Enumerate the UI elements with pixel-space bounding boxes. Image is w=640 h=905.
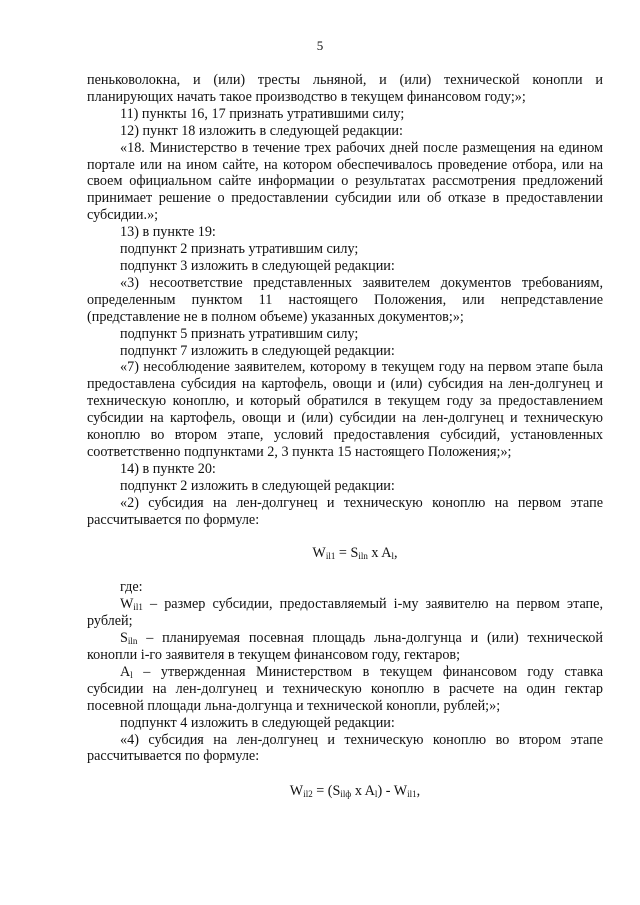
formula-symbol: S: [350, 545, 359, 562]
paragraph: «7) несоблюдение заявителем, которому в текущем году на первом этапе была предоставлена субсидия на картофель, овощи и (или) субсидия на лен-долгунец и техническую коноплю, и который обратился в текущем году за предоставлением субсидии на картофель, овощи и (или) субсидии на лен-долгунец и техническую коноплю во втором этапе, условий предоставления субсидий, установленных соответственно подпунктами 2, 3 пункта 15 настоящего Положения;»;: [87, 359, 603, 460]
formula-subscript: ilф: [340, 789, 352, 800]
page-number: 5: [316, 38, 324, 53]
formula-operator: ,: [394, 545, 398, 562]
definition-subscript: il1: [133, 602, 143, 613]
definition-symbol: S: [120, 630, 128, 647]
paragraph: «3) несоответствие представленных заявителем документов требованиям, определенным пунктом 11 настоящего Положения, или непредставление (представление не в полном объеме) указанных документов;»;: [87, 274, 603, 325]
formula-operator: =: [335, 545, 351, 562]
formula-operator: ) -: [377, 783, 394, 800]
paragraph: пеньковолокна, и (или) тресты льняной, и (или) технической конопли и планирующих начать такое производство в текущем финансовом году;»;: [87, 72, 603, 105]
definition-symbol: A: [120, 663, 131, 680]
definition-text: – утвержденная Министерством в текущем финансовом году ставка субсидии на лен-долгунец и техническую коноплю в расчете на один гектар посевной площади льна-долгунца и технической конопли, рублей;»;: [87, 663, 603, 714]
paragraph: подпункт 2 признать утратившим силу;: [120, 241, 359, 258]
formula-symbol: S: [332, 783, 341, 800]
formula-subscript: il2: [303, 789, 313, 800]
formula-subscript: il1: [407, 789, 417, 800]
definition-symbol: W: [120, 596, 134, 613]
paragraph: подпункт 2 изложить в следующей редакции:: [120, 477, 395, 494]
formula-operator: x: [351, 783, 365, 800]
paragraph: подпункт 5 признать утратившим силу;: [120, 325, 359, 342]
formula-operator: x: [367, 545, 382, 562]
formula-subscript: l: [391, 551, 395, 562]
paragraph: «4) субсидия на лен-долгунец и техническую коноплю во втором этапе рассчитывается по формуле:: [87, 731, 603, 765]
formula-symbol: A: [381, 545, 392, 562]
paragraph: 14) в пункте 20:: [120, 460, 216, 477]
document-body: [87, 72, 603, 800]
definition-text: – планируемая посевная площадь льна-долгунца и (или) технической конопли i-го заявителя в текущем финансовом году, гектаров;: [87, 630, 603, 663]
paragraph: подпункт 7 изложить в следующей редакции:: [120, 342, 395, 359]
definition-a: [87, 664, 603, 715]
formula-symbol: W: [393, 783, 408, 800]
formula-subscript: l: [374, 789, 378, 800]
definition-subscript: l: [130, 669, 133, 680]
formula-first-stage: [87, 528, 603, 579]
paragraph: «2) субсидия на лен-долгунец и техническую коноплю на первом этапе рассчитывается по формуле:: [87, 494, 603, 528]
paragraph: 11) пункты 16, 17 признать утратившими силу;: [120, 105, 405, 122]
definition-subscript: iln: [127, 636, 138, 647]
paragraph: 13) в пункте 19:: [120, 224, 216, 241]
paragraph: 12) пункт 18 изложить в следующей редакции:: [120, 122, 403, 139]
paragraph: «18. Министерство в течение трех рабочих дней после размещения на едином портале или на ином сайте, на котором обеспечивалось проведение отбора, или на своем официальном сайте информации о результатах рассмотрения предложений принимает решение о предоставлении субсидии или об отказе в предоставлении субсидии.»;: [87, 139, 603, 224]
definition-text: – размер субсидии, предоставляемый i-му заявителю на первом этапе, рублей;: [87, 596, 603, 630]
where-label: где:: [120, 579, 143, 596]
formula-operator: = (: [312, 783, 333, 800]
formula-subscript: iln: [358, 551, 368, 562]
formula-symbol: A: [364, 783, 375, 800]
formula-second-stage: [87, 765, 603, 800]
formula-symbol: W: [289, 783, 304, 800]
formula-symbol: W: [312, 545, 326, 562]
definition-w: [87, 596, 603, 630]
definition-s: [87, 630, 603, 664]
formula-operator: ,: [416, 783, 421, 800]
paragraph: подпункт 3 изложить в следующей редакции:: [120, 257, 395, 274]
paragraph: подпункт 4 изложить в следующей редакции:: [120, 714, 395, 731]
formula-subscript: il1: [325, 551, 336, 562]
